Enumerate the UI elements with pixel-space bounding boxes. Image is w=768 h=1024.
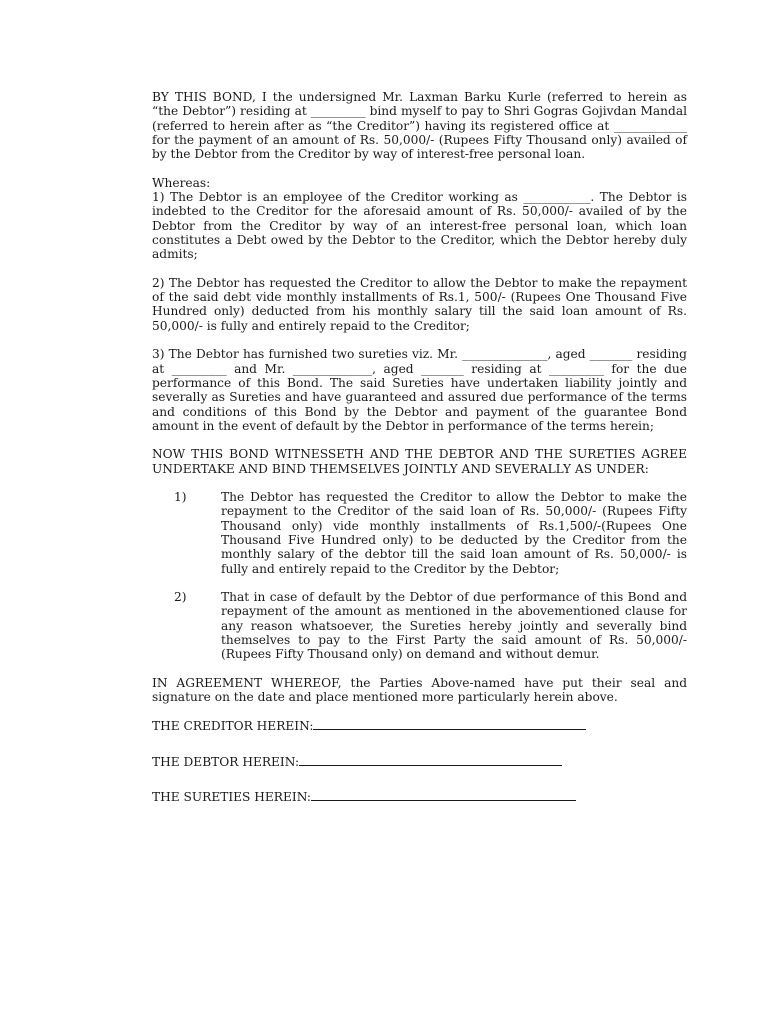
creditor-signature-blank [313, 718, 586, 730]
sureties-signature-label: THE SURETIES HEREIN: [152, 790, 312, 805]
creditor-signature-label: THE CREDITOR HEREIN: [152, 719, 314, 734]
clause-1 [152, 490, 687, 576]
sureties-signature-blank [311, 789, 576, 801]
bond-document [152, 90, 687, 824]
clause-number: 1) [174, 489, 187, 504]
clause-number: 2) [174, 589, 187, 604]
clause-text: That in case of default by the Debtor of due performance of this Bond and repayment of the amount as mentioned in the abovementioned clause for any reason whatsoever, the Sureties hereby jointly and severally bind themselves to pay to the First Party the said amount of Rs. 50,000/- (Rupees Fifty Thousand only) on demand and without demur. [221, 589, 687, 662]
clause-2 [152, 590, 687, 662]
whereas-recital-2: 2) The Debtor has requested the Creditor to allow the Debtor to make the repayment of the said debt vide monthly installments of Rs.1, 500/- (Rupees One Thousand Five Hundred only) deducted from his monthly salary till the said loan amount of Rs. 50,000/- is fully and entirely repaid to the Creditor; [152, 275, 687, 333]
whereas-recital-1: 1) The Debtor is an employee of the Creditor working as ___________. The Debtor is indebted to the Creditor for the aforesaid amount of Rs. 50,000/- availed of by the Debtor from the Creditor by way of an interest-free personal loan, which loan constitutes a Debt owed by the Debtor to the Creditor, which the Debtor hereby duly admits; [152, 190, 687, 262]
whereas-heading: Whereas: [152, 175, 211, 190]
witnesseth-heading: NOW THIS BOND WITNESSETH AND THE DEBTOR AND THE SURETIES AGREE UNDERTAKE AND BIND THEMSELVES JOINTLY AND SEVERALLY AS UNDER: [152, 447, 687, 476]
debtor-signature-blank [299, 754, 562, 766]
clause-text: The Debtor has requested the Creditor to allow the Debtor to make the repayment to the Creditor of the said loan of Rs. 50,000/- (Rupees Fifty Thousand only) vide monthly installments of Rs.1,500/-(Rupees One Thousand Five Hundred only) to be deducted by the Creditor from the monthly salary of the debtor till the said loan amount of Rs. 50,000/- is fully and entirely repaid to the Creditor by the Debtor; [221, 489, 687, 576]
creditor-signature-line [152, 718, 687, 733]
agreement-paragraph: IN AGREEMENT WHEREOF, the Parties Above-named have put their seal and signature on the date and place mentioned more particularly herein above. [152, 675, 687, 705]
debtor-signature-label: THE DEBTOR HEREIN: [152, 754, 300, 769]
debtor-signature-line [152, 754, 687, 769]
sureties-signature-line [152, 789, 687, 804]
whereas-recital-3: 3) The Debtor has furnished two sureties viz. Mr. ______________, aged _______ residing at _________ and Mr. _____________, aged _______ residing at _________ for the due performance of this Bond. The said Sureties have undertaken liability jointly and severally as Sureties and have guaranteed and assured due performance of the terms and conditions of this Bond by the Debtor and payment of the guarantee Bond amount in the event of default by the Debtor in performance of the terms herein; [152, 347, 687, 433]
opening-paragraph: BY THIS BOND, I the undersigned Mr. Laxman Barku Kurle (referred to herein as “the Debtor”) residing at _________ bind myself to pay to Shri Gogras Gojivdan Mandal (referred to herein after as “the Creditor”) having its registered office at ____________ for the payment of an amount of Rs. 50,000/- (Rupees Fifty Thousand only) availed of by the Debtor from the Creditor by way of interest-free personal loan. [152, 90, 687, 162]
